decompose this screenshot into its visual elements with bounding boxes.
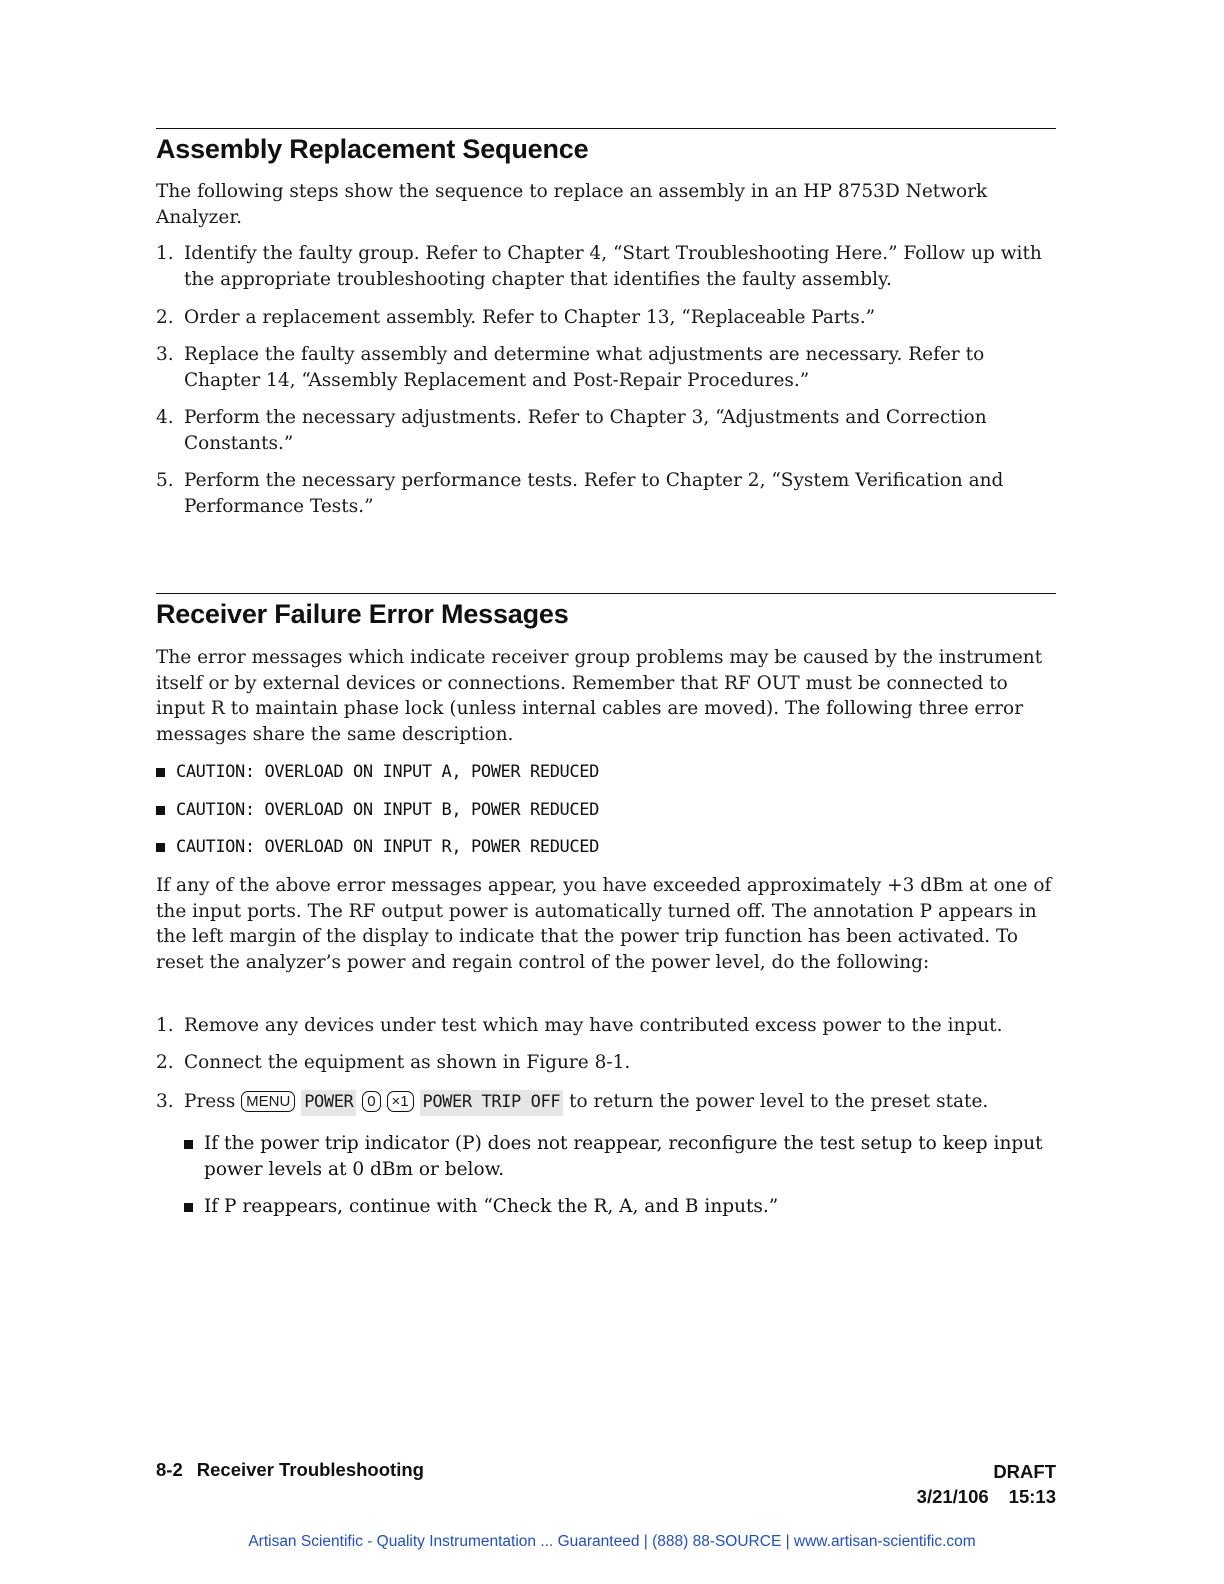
step-number: 5. [156, 470, 174, 491]
step-number: 2. [156, 307, 174, 328]
sub-bullet-text: If P reappears, continue with “Check the R, A, and B inputs.” [204, 1196, 779, 1217]
key-sequence [184, 1089, 1056, 1116]
chapter-title: Receiver Troubleshooting [196, 1459, 424, 1480]
step-number: 3. [156, 344, 174, 365]
step-number: 3. [156, 1091, 174, 1112]
step-tail-text: to return the power level to the preset state. [569, 1091, 989, 1112]
page-footer-right [917, 1459, 1056, 1509]
draft-label: DRAFT [993, 1461, 1056, 1482]
step-number: 2. [156, 1052, 174, 1073]
intro-paragraph: The following steps show the sequence to replace an assembly in an HP 8753D Network Analyzer. [156, 181, 988, 228]
step-number: 1. [156, 1015, 174, 1036]
section-heading: Receiver Failure Error Messages [156, 599, 569, 629]
section-divider [156, 593, 1056, 594]
power-softkey: POWER [301, 1090, 356, 1116]
step-text: Perform the necessary adjustments. Refer to Chapter 3, “Adjustments and Correction Constants.” [184, 407, 987, 454]
error-message: CAUTION: OVERLOAD ON INPUT R, POWER REDUCED [176, 837, 599, 857]
step-text: Perform the necessary performance tests. Refer to Chapter 2, “System Verification and Performance Tests.” [184, 470, 1004, 517]
bullet-square-icon [156, 843, 165, 852]
step-number: 4. [156, 407, 174, 428]
bullet-square-icon [156, 768, 165, 777]
error-message: CAUTION: OVERLOAD ON INPUT A, POWER REDUCED [176, 762, 599, 782]
source-credit-link[interactable]: Artisan Scientific - Quality Instrumentation ... Guaranteed | (888) 88-SOURCE | www.artisan-scientific.com [248, 1533, 976, 1550]
page-number: 8-2 [156, 1459, 183, 1480]
sub-bullet-text: If the power trip indicator (P) does not reappear, reconfigure the test setup to keep input power levels at 0 dBm or below. [204, 1133, 1043, 1180]
menu-hardkey: MENU [241, 1091, 295, 1112]
step-text: Replace the faulty assembly and determine what adjustments are necessary. Refer to Chapter 14, “Assembly Replacement and Post-Repair Procedures.” [184, 344, 985, 391]
draft-time: 15:13 [1008, 1486, 1056, 1507]
bullet-square-icon [156, 806, 165, 815]
bullet-square-icon [184, 1140, 193, 1149]
intro-paragraph: The error messages which indicate receiver group problems may be caused by the instrument itself or by external devices or connections. Remember that RF OUT must be connected to input R to maintain phase lock (unless internal cables are moved). The following three error messages share the same description. [156, 647, 1043, 745]
error-message: CAUTION: OVERLOAD ON INPUT B, POWER REDUCED [176, 800, 599, 820]
step-text: Remove any devices under test which may have contributed excess power to the input. [184, 1015, 1003, 1036]
step-number: 1. [156, 243, 174, 264]
x1-hardkey: ×1 [387, 1091, 414, 1112]
bullet-square-icon [184, 1203, 193, 1212]
draft-date: 3/21/106 [916, 1486, 989, 1507]
step-text: Order a replacement assembly. Refer to Chapter 13, “Replaceable Parts.” [184, 307, 876, 328]
page-footer-left [156, 1459, 424, 1481]
section-divider [156, 128, 1056, 129]
zero-hardkey: 0 [362, 1091, 380, 1112]
step-text: Connect the equipment as shown in Figure 8-1. [184, 1052, 631, 1073]
step-text: Identify the faulty group. Refer to Chapter 4, “Start Troubleshooting Here.” Follow up with the appropriate troubleshooting chapter that identifies the faulty assembly. [184, 243, 1042, 290]
section-heading: Assembly Replacement Sequence [156, 134, 589, 164]
explanation-paragraph: If any of the above error messages appear, you have exceeded approximately +3 dBm at one of the input ports. The RF output power is automatically turned off. The annotation P appears in the left margin of the display to indicate that the power trip function has been activated. To reset the analyzer’s power and regain control of the power level, do the following: [156, 875, 1052, 973]
power-trip-off-softkey: POWER TRIP OFF [420, 1090, 564, 1116]
press-label: Press [184, 1091, 236, 1112]
